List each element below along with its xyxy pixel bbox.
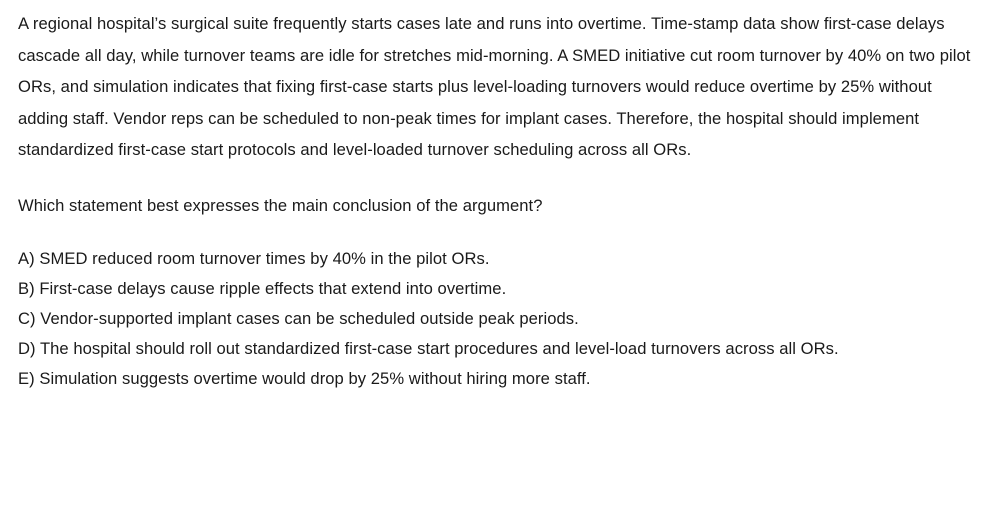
answer-option-c[interactable]: C) Vendor-supported implant cases can be scheduled outside peak periods. xyxy=(18,309,579,328)
answer-option-b[interactable]: B) First-case delays cause ripple effects that extend into overtime. xyxy=(18,279,507,298)
question-prompt: Which statement best expresses the main conclusion of the argument? xyxy=(18,195,543,215)
answer-options-list xyxy=(18,244,975,394)
answer-option-a[interactable]: A) SMED reduced room turnover times by 40% in the pilot ORs. xyxy=(18,249,490,268)
answer-option-d[interactable]: D) The hospital should roll out standardized first-case start procedures and level-load turnovers across all ORs. xyxy=(18,339,839,358)
passage-text: A regional hospital’s surgical suite frequently starts cases late and runs into overtime. Time-stamp data show first-case delays cascade all day, while turnover teams are idle for stretches mid-morning. A SMED initiative cut room turnover by 40% on two pilot ORs, and simulation indicates that fixing first-case starts plus level-loading turnovers would reduce overtime by 25% without adding staff. Vendor reps can be scheduled to non-peak times for implant cases. Therefore, the hospital should implement standardized first-case start protocols and level-loaded turnover scheduling across all ORs. xyxy=(18,14,971,159)
answer-option-e[interactable]: E) Simulation suggests overtime would drop by 25% without hiring more staff. xyxy=(18,369,591,388)
